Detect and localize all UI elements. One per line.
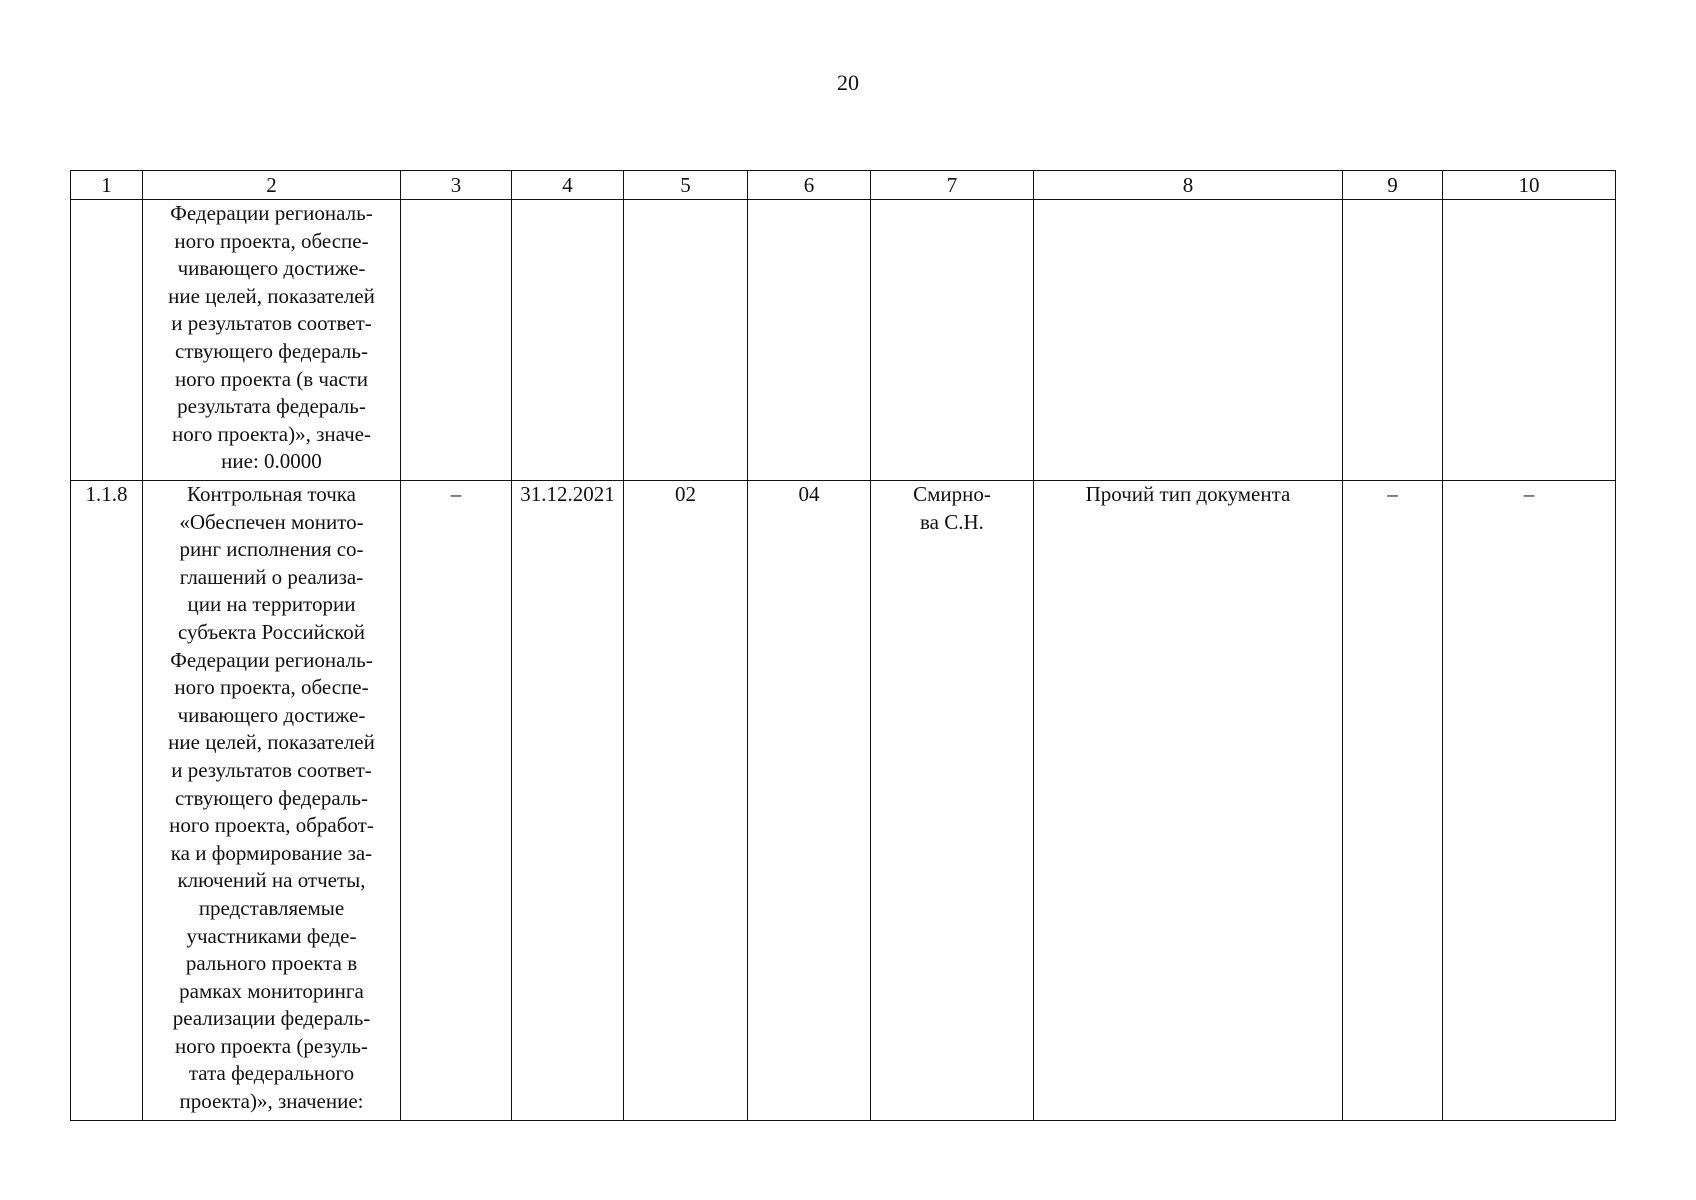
document-table <box>70 170 1616 1121</box>
cell-col-5: 02 <box>624 481 748 1121</box>
cell-col-3 <box>401 200 512 481</box>
description-cell: Контрольная точка «Обеспечен монито- ринг исполнения со- глашений о реализа- ции на территории субъекта Российской Федерации региональ- ного проекта, обеспе- чивающего достиже- ние целей, показателей и результатов соответ- ствующего федераль- ного проекта, обработ- ка и формирование за- ключений на отчеты, представляемые участниками феде- рального проекта в рамках мониторинга реализации федераль- ного проекта (резуль- тата федерального проекта)», значение: <box>143 481 401 1121</box>
cell-col-7 <box>871 200 1034 481</box>
cell-col-8 <box>1034 200 1343 481</box>
cell-col-5 <box>624 200 748 481</box>
column-header-8: 8 <box>1034 171 1343 200</box>
column-header-2: 2 <box>143 171 401 200</box>
table-row <box>71 200 1616 481</box>
table-row <box>71 481 1616 1121</box>
column-header-7: 7 <box>871 171 1034 200</box>
column-header-10: 10 <box>1443 171 1616 200</box>
row-number-cell: 1.1.8 <box>71 481 143 1121</box>
cell-col-6 <box>748 200 871 481</box>
column-header-6: 6 <box>748 171 871 200</box>
cell-col-4 <box>512 200 624 481</box>
column-header-4: 4 <box>512 171 624 200</box>
cell-col-9: – <box>1343 481 1443 1121</box>
cell-col-6: 04 <box>748 481 871 1121</box>
cell-col-9 <box>1343 200 1443 481</box>
column-header-1: 1 <box>71 171 143 200</box>
page-number: 20 <box>837 70 859 95</box>
column-header-5: 5 <box>624 171 748 200</box>
cell-col-10: – <box>1443 481 1616 1121</box>
row-number-cell <box>71 200 143 481</box>
date-cell: 31.12.2021 <box>512 481 624 1121</box>
cell-col-3: – <box>401 481 512 1121</box>
column-header-3: 3 <box>401 171 512 200</box>
description-cell: Федерации региональ- ного проекта, обеспе- чивающего достиже- ние целей, показателей и результатов соответ- ствующего федераль- ного проекта (в части результата федераль- ного проекта)», значе- ние: 0.0000 <box>143 200 401 481</box>
responsible-person-cell: Смирно- ва С.Н. <box>871 481 1034 1121</box>
column-number-row <box>71 171 1616 200</box>
document-type-cell: Прочий тип документа <box>1034 481 1343 1121</box>
cell-col-10 <box>1443 200 1616 481</box>
column-header-9: 9 <box>1343 171 1443 200</box>
